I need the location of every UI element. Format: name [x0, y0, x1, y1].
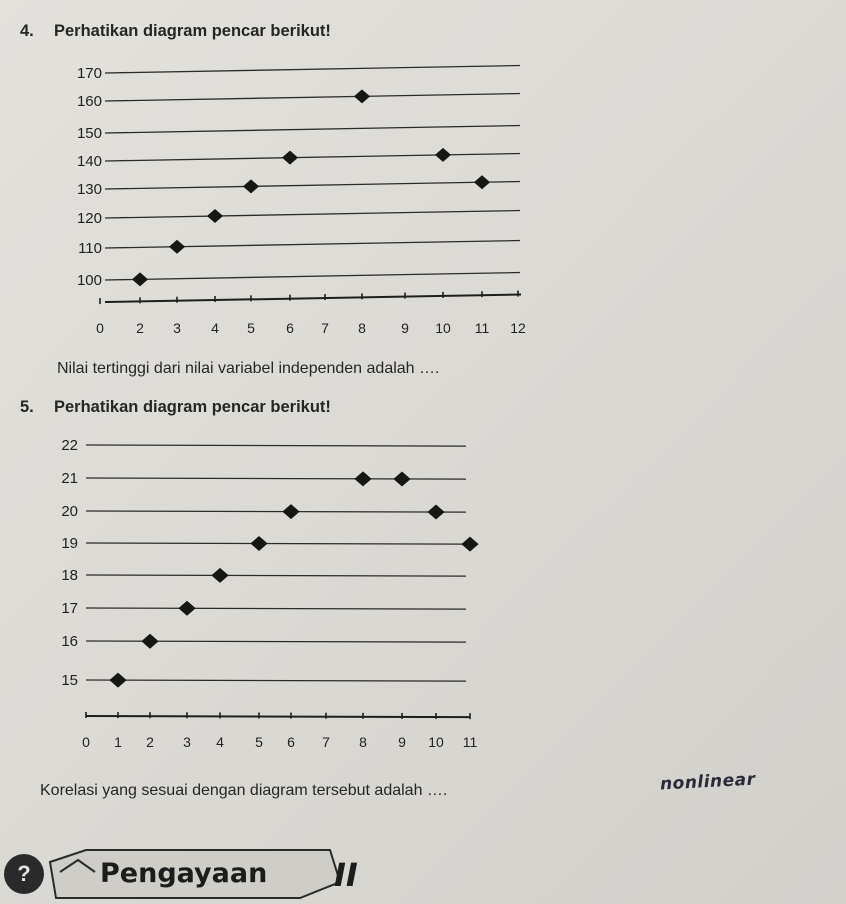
question-5-prompt: Perhatikan diagram pencar berikut! [54, 398, 331, 416]
question-5-number: 5. [20, 398, 34, 416]
data-point [109, 673, 126, 688]
y-tick-label: 19 [61, 535, 78, 552]
x-tick-label: 4 [211, 320, 219, 336]
x-tick-label: 2 [136, 320, 144, 336]
handwritten-answer: nonlinear [659, 769, 756, 795]
y-tick-label: 110 [78, 240, 102, 257]
x-tick-label: 0 [82, 734, 90, 750]
y-tick-label: 15 [61, 672, 78, 689]
data-point [211, 568, 228, 583]
y-tick-label: 16 [61, 633, 78, 650]
data-point [178, 601, 195, 616]
y-tick-label: 170 [76, 65, 102, 82]
x-axis-line [86, 716, 470, 717]
gridline [86, 680, 466, 681]
x-tick-label: 5 [255, 734, 263, 750]
x-tick-label: 9 [401, 320, 409, 336]
data-point [427, 505, 444, 520]
x-tick-label: 4 [216, 734, 224, 750]
x-tick-label: 3 [183, 734, 191, 750]
y-tick-label: 160 [76, 93, 102, 110]
y-tick-label: 21 [61, 470, 78, 487]
x-tick-label: 10 [435, 320, 451, 336]
gridline [86, 575, 466, 576]
x-tick-label: 11 [462, 734, 478, 750]
x-tick-label: 0 [96, 320, 104, 336]
y-tick-label: 100 [76, 272, 102, 289]
x-tick-label: 6 [287, 734, 295, 750]
x-tick-label: 1 [114, 734, 122, 750]
gridline [86, 543, 466, 544]
y-tick-label: 20 [61, 503, 78, 520]
x-tick-label: 6 [286, 320, 294, 336]
data-point [354, 471, 371, 486]
question-mark-icon: ? [4, 854, 44, 894]
x-tick-label: 7 [321, 320, 329, 336]
x-tick-label: 2 [146, 734, 154, 750]
y-tick-label: 22 [61, 437, 78, 454]
x-tick-label: 12 [510, 320, 526, 336]
section-title: Pengayaan [100, 858, 268, 889]
data-point [141, 634, 158, 649]
section-footer [0, 842, 846, 904]
x-tick-label: 8 [358, 320, 366, 336]
y-tick-label: 150 [76, 125, 102, 142]
data-point [393, 471, 410, 486]
x-tick-label: 3 [173, 320, 181, 336]
x-tick-label: 7 [322, 734, 330, 750]
question-4-prompt: Perhatikan diagram pencar berikut! [54, 22, 331, 40]
x-tick-label: 10 [428, 734, 444, 750]
gridline [86, 511, 466, 512]
y-tick-label: 17 [61, 600, 78, 617]
section-mark: II [334, 856, 358, 894]
y-tick-label: 130 [76, 181, 102, 198]
x-tick-label: 5 [247, 320, 255, 336]
data-point [250, 536, 267, 551]
y-tick-label: 120 [76, 210, 102, 227]
y-tick-label: 140 [76, 153, 102, 170]
x-tick-label: 8 [359, 734, 367, 750]
gridline [86, 608, 466, 609]
question-4-number: 4. [20, 22, 34, 40]
y-tick-label: 18 [61, 567, 78, 584]
gridline [86, 445, 466, 446]
data-point [461, 537, 478, 552]
question-4-text: Nilai tertinggi dari nilai variabel independen adalah …. [57, 360, 440, 377]
question-5-text: Korelasi yang sesuai dengan diagram tersebut adalah …. [40, 782, 448, 799]
x-tick-label: 9 [398, 734, 406, 750]
x-tick-label: 11 [474, 320, 490, 336]
data-point [282, 504, 299, 519]
